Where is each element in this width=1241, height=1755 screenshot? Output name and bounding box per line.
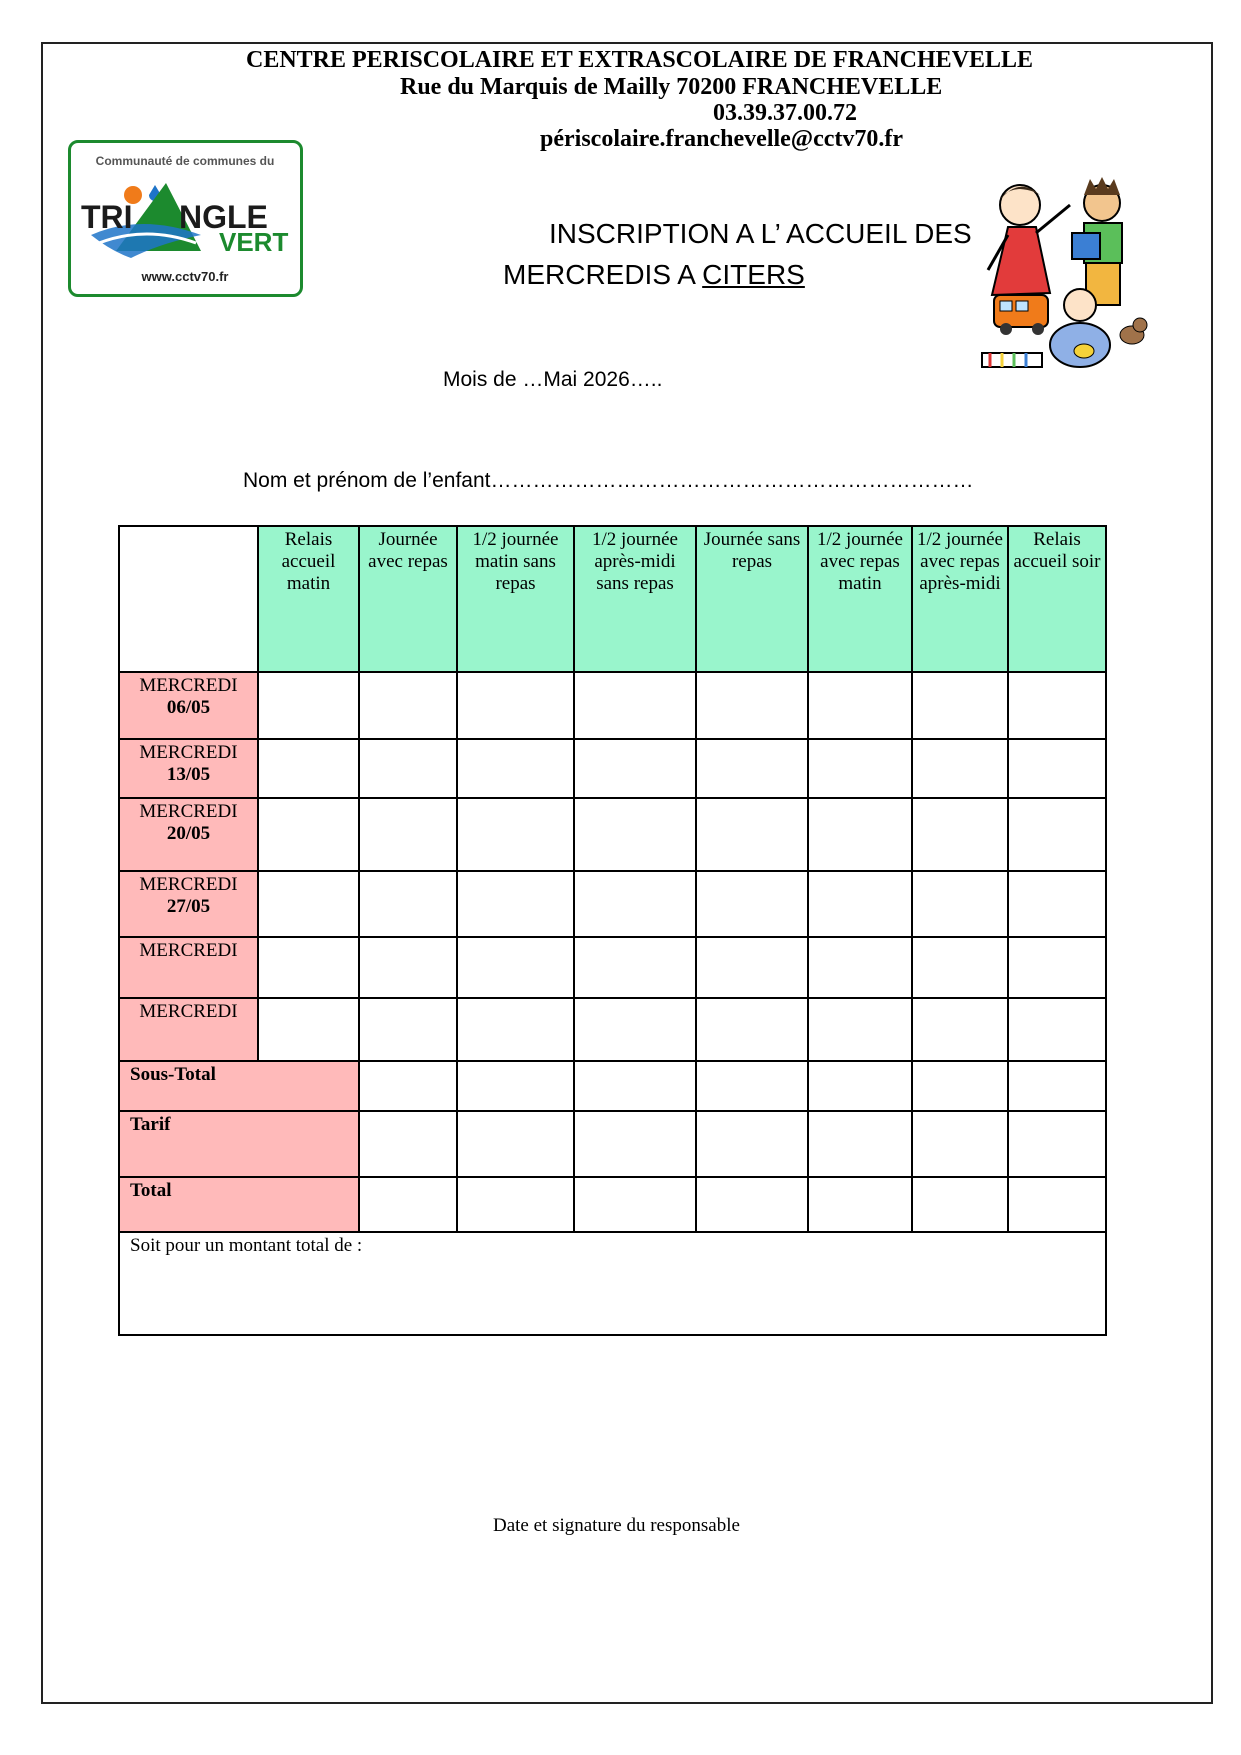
subtotal-cell[interactable] — [808, 1061, 912, 1111]
total-cell[interactable] — [359, 1177, 457, 1232]
checkbox-cell[interactable] — [1008, 739, 1106, 798]
header-row — [119, 526, 1106, 672]
day-label — [119, 998, 258, 1061]
center-address: Rue du Marquis de Mailly 70200 FRANCHEVELLE — [400, 74, 943, 100]
checkbox-cell[interactable] — [457, 739, 574, 798]
checkbox-cell[interactable] — [912, 937, 1008, 998]
triangle-vert-logo — [68, 140, 303, 297]
subtotal-row — [119, 1061, 1106, 1111]
total-row — [119, 1177, 1106, 1232]
tarif-cell[interactable] — [1008, 1111, 1106, 1177]
day-date: 27/05 — [166, 896, 211, 917]
total-cell[interactable] — [457, 1177, 574, 1232]
checkbox-cell[interactable] — [1008, 798, 1106, 871]
registration-table — [118, 525, 1107, 1336]
checkbox-cell[interactable] — [808, 937, 912, 998]
checkbox-cell[interactable] — [696, 798, 808, 871]
subtotal-cell[interactable] — [359, 1061, 457, 1111]
col-header: 1/2 journée matin sans repas — [457, 526, 574, 672]
checkbox-cell[interactable] — [696, 937, 808, 998]
center-name: CENTRE PERISCOLAIRE ET EXTRASCOLAIRE DE FRANCHEVELLE — [246, 47, 1034, 73]
col-header: Relais accueil soir — [1008, 526, 1106, 672]
table-row — [119, 937, 1106, 998]
checkbox-cell[interactable] — [258, 739, 359, 798]
day-name: MERCREDI — [139, 675, 238, 696]
checkbox-cell[interactable] — [258, 871, 359, 937]
checkbox-cell[interactable] — [258, 937, 359, 998]
children-illustration — [980, 175, 1150, 390]
tarif-cell[interactable] — [696, 1111, 808, 1177]
day-name: MERCREDI — [139, 940, 238, 961]
total-label: Total — [119, 1177, 359, 1232]
checkbox-cell[interactable] — [457, 998, 574, 1061]
tarif-cell[interactable] — [457, 1111, 574, 1177]
checkbox-cell[interactable] — [912, 871, 1008, 937]
total-cell[interactable] — [696, 1177, 808, 1232]
day-name: MERCREDI — [139, 742, 238, 763]
checkbox-cell[interactable] — [258, 672, 359, 739]
day-name: MERCREDI — [139, 1001, 238, 1022]
table-row — [119, 798, 1106, 871]
checkbox-cell[interactable] — [1008, 672, 1106, 739]
checkbox-cell[interactable] — [359, 672, 457, 739]
title-line-1: INSCRIPTION A L’ ACCUEIL DES — [549, 218, 972, 249]
logo-word-bottom: VERT — [219, 227, 289, 257]
day-label — [119, 672, 258, 739]
checkbox-cell[interactable] — [359, 998, 457, 1061]
checkbox-cell[interactable] — [808, 739, 912, 798]
checkbox-cell[interactable] — [912, 998, 1008, 1061]
checkbox-cell[interactable] — [457, 798, 574, 871]
total-cell[interactable] — [912, 1177, 1008, 1232]
checkbox-cell[interactable] — [457, 937, 574, 998]
day-name: MERCREDI — [139, 874, 238, 895]
checkbox-cell[interactable] — [574, 871, 696, 937]
day-label — [119, 937, 258, 998]
checkbox-cell[interactable] — [574, 739, 696, 798]
day-label — [119, 798, 258, 871]
checkbox-cell[interactable] — [1008, 937, 1106, 998]
subtotal-label: Sous-Total — [119, 1061, 359, 1111]
col-header: 1/2 journée avec repas matin — [808, 526, 912, 672]
day-label — [119, 871, 258, 937]
logo-url: www.cctv70.fr — [141, 269, 229, 284]
checkbox-cell[interactable] — [359, 937, 457, 998]
checkbox-cell[interactable] — [1008, 871, 1106, 937]
table-row — [119, 739, 1106, 798]
checkbox-cell[interactable] — [808, 998, 912, 1061]
subtotal-cell[interactable] — [912, 1061, 1008, 1111]
table-row — [119, 871, 1106, 937]
checkbox-cell[interactable] — [574, 798, 696, 871]
subtotal-cell[interactable] — [1008, 1061, 1106, 1111]
child-name-field[interactable]: Nom et prénom de l’enfant…………………………………………………………… — [243, 469, 974, 492]
checkbox-cell[interactable] — [808, 672, 912, 739]
checkbox-cell[interactable] — [912, 798, 1008, 871]
title-place: CITERS — [702, 259, 805, 290]
month-field[interactable]: Mois de …Mai 2026….. — [443, 368, 663, 391]
col-header: 1/2 journée après-midi sans repas — [574, 526, 696, 672]
tarif-cell[interactable] — [808, 1111, 912, 1177]
tarif-cell[interactable] — [912, 1111, 1008, 1177]
day-date: 13/05 — [166, 764, 211, 785]
logo-graphic — [71, 143, 300, 294]
checkbox-cell[interactable] — [457, 871, 574, 937]
checkbox-cell[interactable] — [696, 672, 808, 739]
checkbox-cell[interactable] — [258, 998, 359, 1061]
checkbox-cell[interactable] — [359, 798, 457, 871]
checkbox-cell[interactable] — [696, 871, 808, 937]
col-header: Journée avec repas — [359, 526, 457, 672]
col-header: Relais accueil matin — [258, 526, 359, 672]
checkbox-cell[interactable] — [457, 672, 574, 739]
day-date: 20/05 — [166, 823, 211, 844]
total-cell[interactable] — [574, 1177, 696, 1232]
checkbox-cell[interactable] — [696, 739, 808, 798]
center-phone: 03.39.37.00.72 — [713, 100, 857, 126]
tarif-row — [119, 1111, 1106, 1177]
checkbox-cell[interactable] — [1008, 998, 1106, 1061]
total-cell[interactable] — [808, 1177, 912, 1232]
logo-word-right: NGLE — [179, 199, 268, 235]
day-date: 06/05 — [166, 697, 211, 718]
checkbox-cell[interactable] — [912, 672, 1008, 739]
logo-word-left: TRI — [81, 199, 133, 235]
checkbox-cell[interactable] — [808, 871, 912, 937]
checkbox-cell[interactable] — [574, 998, 696, 1061]
col-header: 1/2 journée avec repas après-midi — [912, 526, 1008, 672]
subtotal-cell[interactable] — [696, 1061, 808, 1111]
title-line-2-prefix: MERCREDIS A — [503, 259, 703, 290]
checkbox-cell[interactable] — [696, 998, 808, 1061]
tarif-cell[interactable] — [574, 1111, 696, 1177]
checkbox-cell[interactable] — [359, 739, 457, 798]
checkbox-cell[interactable] — [808, 798, 912, 871]
checkbox-cell[interactable] — [574, 672, 696, 739]
corner-cell — [119, 526, 258, 672]
subtotal-cell[interactable] — [457, 1061, 574, 1111]
checkbox-cell[interactable] — [258, 798, 359, 871]
checkbox-cell[interactable] — [359, 871, 457, 937]
center-email: périscolaire.franchevelle@cctv70.fr — [540, 126, 904, 152]
grand-total-row — [119, 1232, 1106, 1335]
table-row — [119, 672, 1106, 739]
subtotal-cell[interactable] — [574, 1061, 696, 1111]
title-line-2 — [503, 259, 805, 291]
grand-total-field[interactable]: Soit pour un montant total de : — [119, 1232, 1106, 1335]
table-row — [119, 998, 1106, 1061]
tarif-cell[interactable] — [359, 1111, 457, 1177]
logo-top-text: Communauté de communes du — [95, 154, 275, 168]
signature-label: Date et signature du responsable — [493, 1515, 740, 1536]
day-name: MERCREDI — [139, 801, 238, 822]
tarif-label: Tarif — [119, 1111, 359, 1177]
checkbox-cell[interactable] — [912, 739, 1008, 798]
checkbox-cell[interactable] — [574, 937, 696, 998]
day-label — [119, 739, 258, 798]
total-cell[interactable] — [1008, 1177, 1106, 1232]
col-header: Journée sans repas — [696, 526, 808, 672]
